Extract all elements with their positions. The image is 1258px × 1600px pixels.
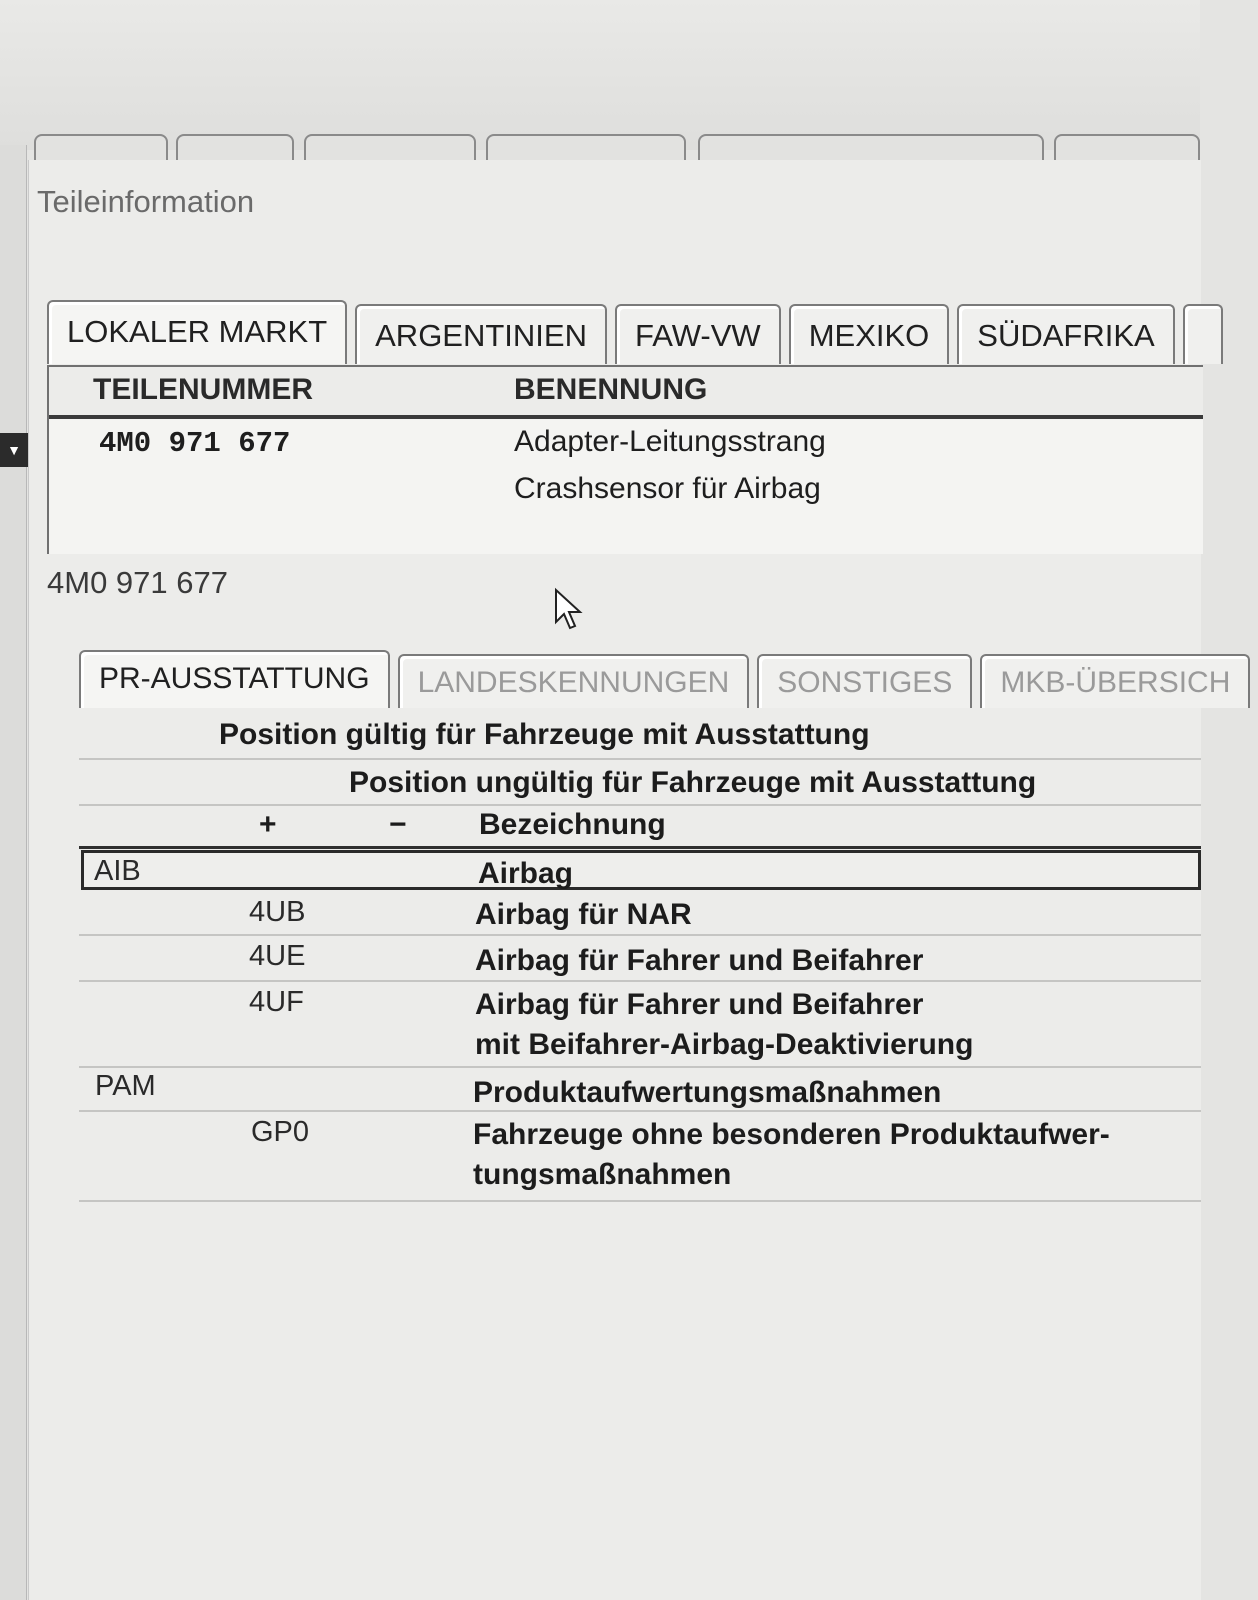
dialog-title: Teileinformation bbox=[37, 184, 255, 219]
header-bezeichnung: Bezeichnung bbox=[479, 808, 666, 841]
pr-table-header bbox=[79, 806, 1201, 849]
description-line2: mit Beifahrer-Airbag-Deaktivierung bbox=[475, 1028, 974, 1061]
tab-sonstiges: SONSTIGES bbox=[757, 654, 972, 708]
legend-row-invalid bbox=[79, 760, 1201, 806]
header-benennung[interactable]: BENENNUNG bbox=[514, 373, 708, 406]
description: Airbag für Fahrer und Beifahrer bbox=[475, 988, 924, 1021]
tab-lokaler-markt[interactable]: LOKALER MARKT bbox=[47, 300, 347, 364]
header-teilenummer[interactable]: TEILENUMMER bbox=[93, 373, 313, 406]
part-name-cell-line2: Crashsensor für Airbag bbox=[514, 472, 821, 505]
pr-code-plus: 4UB bbox=[249, 896, 306, 928]
tab-pr-ausstattung[interactable]: PR-AUSSTATTUNG bbox=[79, 650, 390, 708]
pr-code-plus: 4UF bbox=[249, 986, 304, 1018]
tab-mexiko[interactable]: MEXIKO bbox=[789, 304, 950, 364]
table-row[interactable] bbox=[79, 982, 1201, 1068]
dropdown-arrow-icon[interactable]: ▼ bbox=[0, 433, 28, 467]
table-row[interactable] bbox=[81, 850, 1201, 890]
table-row[interactable] bbox=[79, 1068, 1201, 1112]
pr-tab-bar bbox=[79, 650, 1258, 708]
pr-code-plus: GP0 bbox=[251, 1116, 310, 1148]
part-info-dialog bbox=[28, 160, 1231, 1600]
part-number-cell: 4M0 971 677 bbox=[99, 427, 291, 460]
parts-table-header bbox=[49, 367, 1203, 419]
description: Produktaufwertungsmaßnahmen bbox=[473, 1076, 942, 1109]
description-line2: tungsmaßnahmen bbox=[473, 1158, 732, 1191]
tab-overflow[interactable] bbox=[1183, 304, 1223, 364]
description: Fahrzeuge ohne besonderen Produktaufwer- bbox=[473, 1118, 1110, 1151]
description: Airbag für NAR bbox=[475, 898, 692, 931]
tab-landeskennungen: LANDESKENNUNGEN bbox=[398, 654, 750, 708]
legend-row-valid bbox=[79, 710, 1201, 760]
legend-valid-text: Position gültig für Fahrzeuge mit Ausstattung bbox=[219, 718, 870, 751]
tab-argentinien[interactable]: ARGENTINIEN bbox=[355, 304, 607, 364]
mouse-cursor-icon bbox=[554, 588, 582, 632]
market-tab-bar bbox=[47, 300, 1231, 364]
legend-invalid-text: Position ungültig für Fahrzeuge mit Ausstattung bbox=[349, 766, 1037, 799]
header-plus: + bbox=[259, 808, 277, 841]
table-row[interactable] bbox=[79, 892, 1201, 936]
table-row[interactable] bbox=[79, 1112, 1201, 1202]
background-window bbox=[0, 0, 1200, 150]
description: Airbag für Fahrer und Beifahrer bbox=[475, 944, 924, 977]
description: Airbag bbox=[478, 857, 574, 890]
table-row[interactable] bbox=[79, 936, 1201, 982]
family-code: AIB bbox=[94, 855, 141, 887]
selected-part-number: 4M0 971 677 bbox=[47, 565, 228, 600]
tab-faw-vw[interactable]: FAW-VW bbox=[615, 304, 781, 364]
header-minus: − bbox=[389, 808, 407, 841]
parts-table bbox=[47, 365, 1203, 554]
tab-mkb-uebersicht: MKB-ÜBERSICH bbox=[980, 654, 1250, 708]
part-name-cell: Adapter-Leitungsstrang bbox=[514, 425, 826, 458]
background-sidebar bbox=[0, 145, 27, 1600]
tab-suedafrika[interactable]: SÜDAFRIKA bbox=[957, 304, 1174, 364]
family-code: PAM bbox=[95, 1070, 156, 1102]
pr-code-plus: 4UE bbox=[249, 940, 306, 972]
